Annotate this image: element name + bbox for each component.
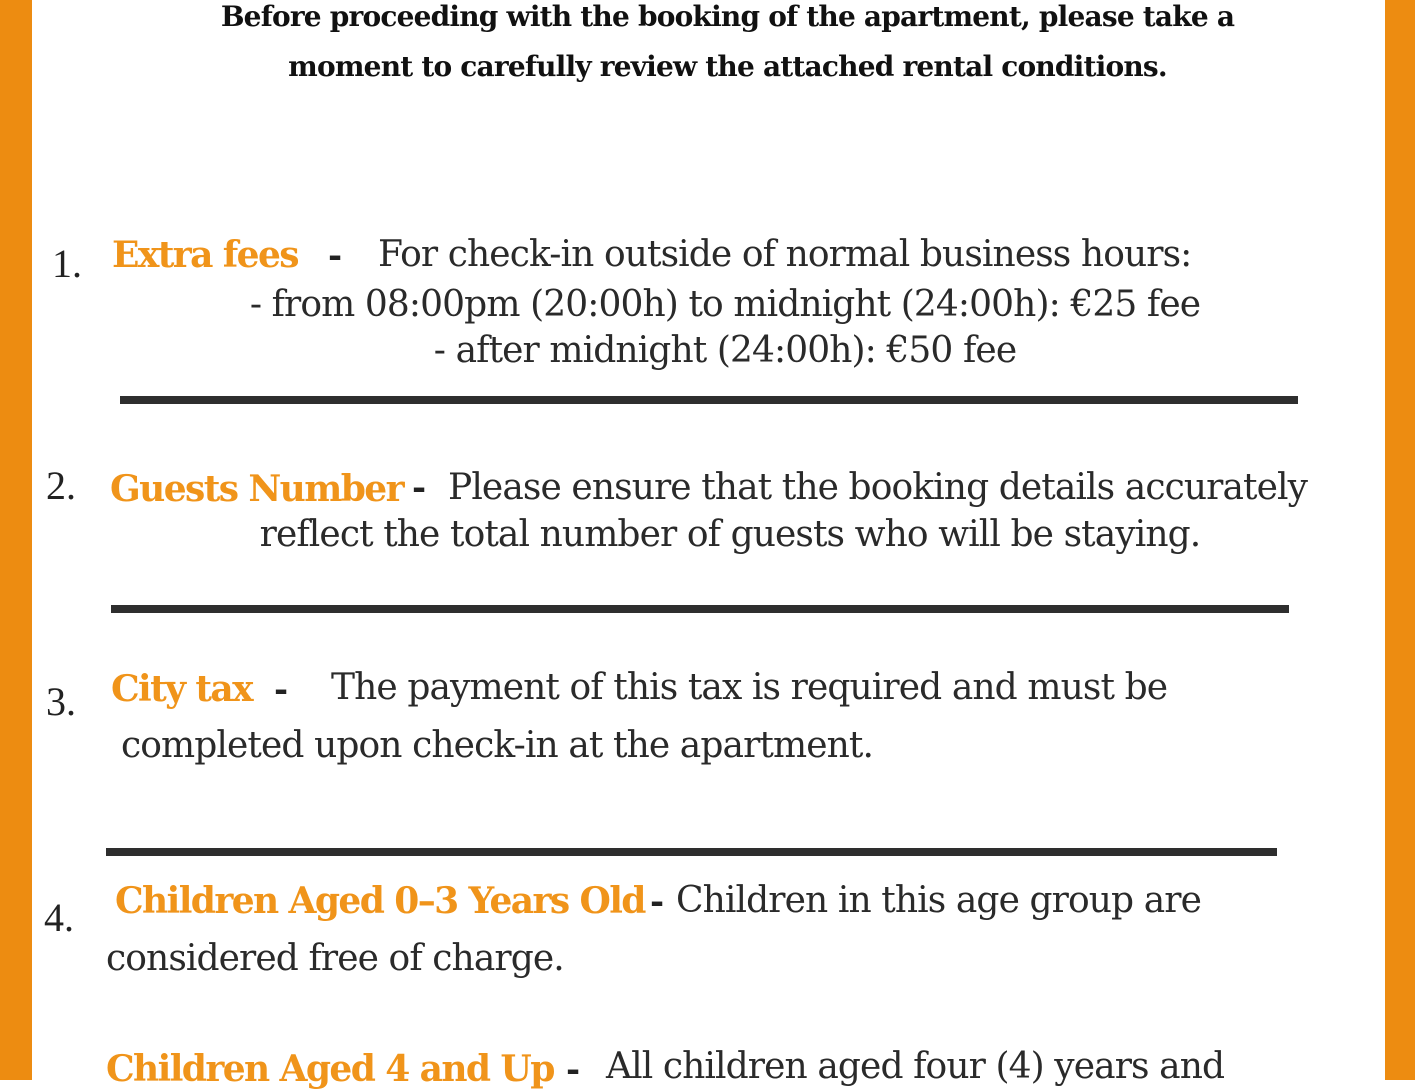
divider-3 — [106, 848, 1277, 856]
frame-right-border — [1385, 0, 1415, 1080]
item-title-children-0-3: Children Aged 0–3 Years Old — [115, 880, 645, 922]
item-number-4: 4. — [44, 895, 74, 940]
divider-1 — [120, 396, 1298, 404]
divider-2 — [111, 605, 1289, 613]
intro-line-2: moment to carefully review the attached rental conditions. — [288, 50, 1167, 83]
item-number-2: 2. — [46, 463, 76, 508]
item-separator-5: - — [566, 1050, 581, 1090]
item-separator-4: - — [650, 882, 665, 922]
intro-text — [140, 0, 1315, 92]
intro-line-1: Before proceeding with the booking of the apartment, please take a — [220, 0, 1235, 33]
item-1-line-1: For check-in outside of normal business hours: — [378, 234, 1192, 275]
item-1-line-3: - after midnight (24:00h): €50 fee — [433, 330, 1017, 371]
item-2-line-2: reflect the total number of guests who will be staying. — [259, 514, 1201, 555]
item-separator-2: - — [412, 468, 427, 508]
item-separator-1: - — [328, 236, 343, 276]
item-3-line-1: The payment of this tax is required and must be — [331, 667, 1168, 708]
item-4-line-1: Children in this age group are — [676, 880, 1202, 921]
item-1-line-2: - from 08:00pm (20:00h) to midnight (24:00h): €25 fee — [249, 284, 1201, 325]
item-2-line-1: Please ensure that the booking details accurately — [448, 467, 1308, 508]
item-title-city-tax: City tax — [111, 668, 253, 710]
item-number-3: 3. — [46, 679, 76, 724]
item-3-line-2: completed upon check-in at the apartment. — [121, 725, 873, 766]
item-number-1: 1. — [52, 241, 82, 286]
frame-left-border — [0, 0, 32, 1080]
item-5-line-1: All children aged four (4) years and — [606, 1046, 1225, 1087]
item-title-children-4-up: Children Aged 4 and Up — [106, 1048, 554, 1090]
item-title-extra-fees: Extra fees — [112, 234, 298, 276]
item-title-guests-number: Guests Number — [110, 468, 403, 510]
item-separator-3: - — [274, 670, 289, 710]
item-4-line-2: considered free of charge. — [106, 938, 564, 979]
